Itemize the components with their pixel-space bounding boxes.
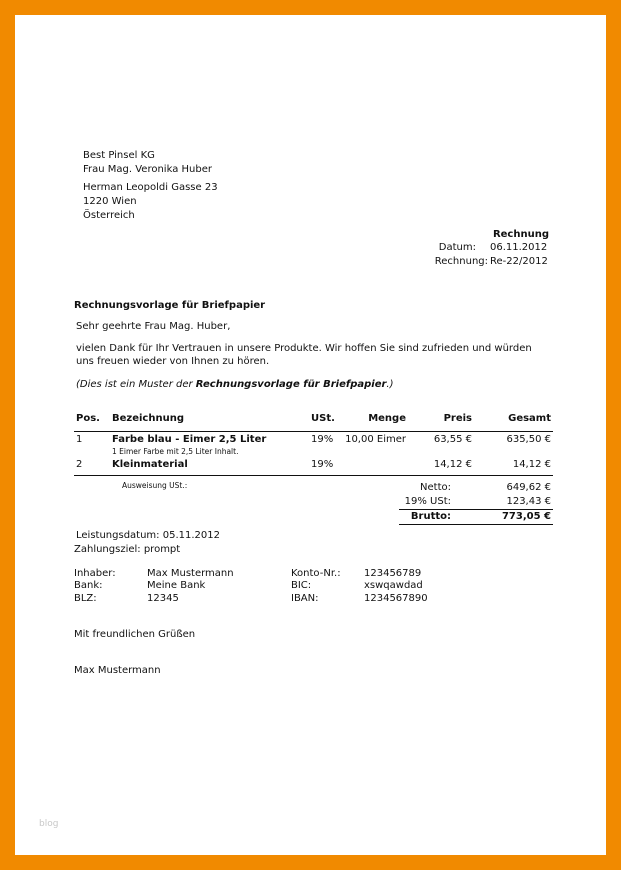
account-label: Konto-Nr.: <box>291 568 341 579</box>
vat-value: 123,43 € <box>506 496 551 507</box>
header-price: Preis <box>443 413 472 424</box>
recipient-city: 1220 Wien <box>83 196 137 207</box>
gross-value: 773,05 € <box>501 511 551 522</box>
sample-note <box>76 378 394 391</box>
account-value: 123456789 <box>364 568 422 579</box>
row-subdescription: 1 Eimer Farbe mit 2,5 Liter Inhalt. <box>112 447 239 456</box>
header-quantity: Menge <box>368 413 406 424</box>
row-price: 14,12 € <box>433 459 472 470</box>
owner-value: Max Mustermann <box>147 568 234 579</box>
blz-value: 12345 <box>147 593 179 604</box>
blz-label: BLZ: <box>74 593 97 604</box>
header-description: Bezeichnung <box>112 413 184 424</box>
body-line-2: uns freuen wieder von Ihnen zu hören. <box>76 356 270 367</box>
invoice-page <box>15 15 606 855</box>
bic-label: BIC: <box>291 580 312 591</box>
recipient-country: Österreich <box>83 210 135 221</box>
subject-line: Rechnungsvorlage für Briefpapier <box>74 300 266 311</box>
row-total: 14,12 € <box>512 459 551 470</box>
bank-label: Bank: <box>74 580 103 591</box>
recipient-person: Frau Mag. Veronika Huber <box>83 164 212 175</box>
row-vat: 19% <box>311 434 334 445</box>
net-label: Netto: <box>420 482 451 493</box>
service-date: Leistungsdatum: 05.11.2012 <box>76 530 220 541</box>
invoice-number-label: Rechnung: <box>434 256 488 267</box>
watermark: blog <box>39 819 59 829</box>
bank-value: Meine Bank <box>147 580 206 591</box>
iban-label: IBAN: <box>291 593 319 604</box>
row-total: 635,50 € <box>506 434 551 445</box>
row-pos: 1 <box>76 434 83 445</box>
invoice-date-label: Datum: <box>438 242 476 253</box>
closing: Mit freundlichen Grüßen <box>74 629 196 640</box>
note-prefix: (Dies ist ein Muster der <box>76 379 196 390</box>
net-value: 649,62 € <box>506 482 551 493</box>
row-pos: 2 <box>76 459 83 470</box>
header-vat: USt. <box>311 413 335 424</box>
row-price: 63,55 € <box>433 434 472 445</box>
invoice-date-value: 06.11.2012 <box>490 242 548 253</box>
payment-terms: Zahlungsziel: prompt <box>74 544 181 555</box>
invoice-number-value: Re-22/2012 <box>490 256 548 267</box>
vat-label: 19% USt: <box>404 496 451 507</box>
gross-label: Brutto: <box>410 511 451 522</box>
header-total: Gesamt <box>508 413 551 424</box>
signature-name: Max Mustermann <box>74 665 161 676</box>
items-bottom-rule <box>74 475 553 476</box>
invoice-heading: Rechnung <box>492 229 549 240</box>
vat-breakdown-label: Ausweisung USt.: <box>122 481 188 490</box>
salutation: Sehr geehrte Frau Mag. Huber, <box>76 321 231 332</box>
header-rule <box>74 431 553 432</box>
row-quantity: 10,00 Eimer <box>345 434 406 445</box>
row-vat: 19% <box>311 459 334 470</box>
recipient-street: Herman Leopoldi Gasse 23 <box>83 182 218 193</box>
row-description: Kleinmaterial <box>112 459 188 470</box>
recipient-company: Best Pinsel KG <box>83 150 155 161</box>
body-line-1: vielen Dank für Ihr Vertrauen in unsere Produkte. Wir hoffen Sie sind zufrieden und würden <box>76 343 532 354</box>
note-bold: Rechnungsvorlage für Briefpapier <box>195 379 387 390</box>
iban-value: 1234567890 <box>364 593 428 604</box>
note-suffix: .) <box>386 379 394 390</box>
row-description: Farbe blau - Eimer 2,5 Liter <box>112 434 267 445</box>
gross-bottom-rule <box>399 524 553 525</box>
owner-label: Inhaber: <box>74 568 116 579</box>
header-pos: Pos. <box>76 413 100 424</box>
bic-value: xswqawdad <box>364 580 423 591</box>
